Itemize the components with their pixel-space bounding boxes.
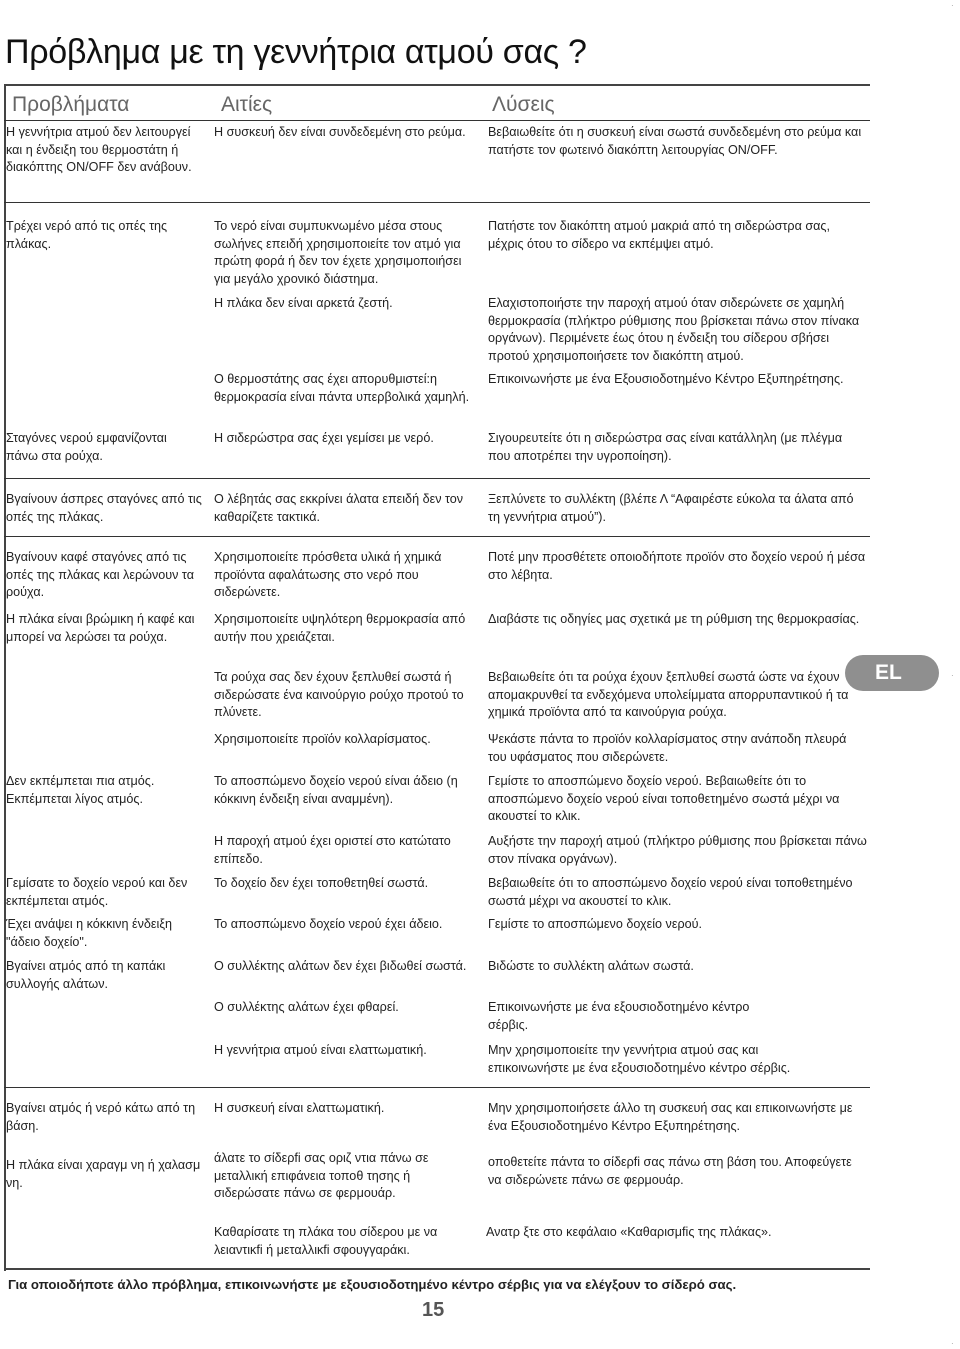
problem-text: Η γεννήτρια ατμού δεν λειτουργεί και η ένδειξη του θερμοστάτη ή διακόπτης ON/OFF δεν ανάβουν. [6, 125, 192, 174]
cause-text: Ο θερμοστάτης σας έχει απορυθμιστεί:η θερμοκρασία είναι πάντα υπερβολικά χαμηλή. [214, 372, 470, 404]
page-title: Πρόβλημα με τη γεννήτρια ατμού σας ? [5, 33, 587, 71]
cause-text: Καθαρίσατε τη πλάκα του σίδερου με να λειαντικfi ή μεταλλικfi σφουγγαράκι. [214, 1225, 438, 1257]
header-divider [4, 120, 870, 121]
solution-text: Επικοινωνήστε με ένα Εξουσιοδοτημένο Κέντρο Εξυπηρέτησης. [488, 372, 844, 386]
cause-text: Το νερό είναι συμπυκνωμένο μέσα στους σωλήνες επειδή χρησιμοποιείτε τον ατμό για πρώτη φορά ή δεν τον έχετε χρησιμοποιήσει για μεγάλο χρονικό διάστημα. [214, 219, 462, 286]
solution-text: Βεβαιωθείτε ότι η συσκευή είναι σωστά συνδεδεμένη στο ρεύμα και πατήστε τον φωτεινό διακόπτη λειτουργίας ON/OFF. [488, 125, 862, 157]
footnote: Για οποιοδήποτε άλλο πρόβλημα, επικοινωνήστε με εξουσιοδοτημένο κέντρο σέρβις για να ελέγξουν το σίδερό σας. [8, 1277, 737, 1292]
solution-text: Γεμίστε το αποσπώμενο δοχείο νερού. Βεβαιωθείτε ότι το αποσπώμενο δοχείο νερού είναι τοποθετημένο σωστά μέχρι να ακουστεί το κλικ. [488, 774, 840, 823]
crop-mark: · [951, 671, 954, 680]
cause-text: Η σιδερώστρα σας έχει γεμίσει με νερό. [214, 431, 434, 445]
crop-mark: · [951, 1, 954, 10]
solution-text: Ανατρ ξτε στο κεφάλαιο «Καθαρισμfiς της πλάκας». [486, 1225, 772, 1239]
cause-text: Ο συλλέκτης αλάτων δεν έχει βιδωθεί σωστά. [214, 959, 467, 973]
row-divider [4, 478, 870, 479]
problem-text: Τρέχει νερό από τις οπές της πλάκας. [6, 219, 168, 251]
page-number: 15 [422, 1299, 445, 1321]
header-solutions: Λύσεις [492, 93, 555, 116]
problem-text: Η πλάκα είναι βρώμικη ή καφέ και μπορεί να λερώσει τα ρούχα. [6, 612, 195, 644]
crop-mark: · [951, 1339, 954, 1348]
table-top-border [4, 84, 870, 86]
cause-text: Ο λέβητάς σας εκκρίνει άλατα επειδή δεν τον καθαρίζετε τακτικά. [214, 492, 464, 524]
solution-text: Μην χρησιμοποιήσετε άλλο τη συσκευή σας και επικοινωνήστε με ένα Εξουσιοδοτημένο Κέντρο Εξυπηρέτησης. [488, 1101, 853, 1133]
solution-text: Ψεκάστε πάντα το προϊόν κολλαρίσματος στην ανάποδη πλευρά του υφάσματος που σιδερώνετε. [488, 732, 847, 764]
solution-text: Ελαχιστοποιήστε την παροχή ατμού όταν σιδερώνετε σε χαμηλή θερμοκρασία (πλήκτρο ρύθμισης που βρίσκεται πάνω στον πίνακα οργάνων). Περιμένετε έως ότου η ένδειξη του σίδερου σβήσει προτού χρησιμοποιήσετε τον διακόπτη ατμού. [488, 296, 860, 363]
header-causes: Αιτίες [221, 93, 273, 116]
cause-text: Το δοχείο δεν έχει τοποθετηθεί σωστά. [214, 876, 429, 890]
solution-text: Βεβαιωθείτε ότι τα ρούχα έχουν ξεπλυθεί σωστά ώστε να έχουν απομακρυνθεί τα ενδεχόμενα υπολείμματα απορρυπαντικού ή τα χημικά προϊόντα από τα καινούργια ρούχα. [488, 670, 849, 719]
header-problems: Προβλήματα [12, 93, 130, 116]
problem-text: Βγαίνει ατμός από τη καπάκι συλλογής αλάτων. [6, 959, 166, 991]
problem-text: Βγαίνει ατμός ή νερό κάτω από τη βάση. [6, 1101, 196, 1133]
cause-text: Η πλάκα δεν είναι αρκετά ζεστή. [214, 296, 393, 310]
solution-text: Ξεπλύνετε το συλλέκτη (βλέπε Λ “Αφαιρέστε εύκολα τα άλατα από τη γεννήτρια ατμού”). [488, 492, 854, 524]
problem-text: Βγαίνουν άσπρες σταγόνες από τις οπές της πλάκας. [6, 492, 202, 524]
problem-text: Σταγόνες νερού εμφανίζονται πάνω στα ρούχα. [6, 431, 167, 463]
cause-text: Τα ρούχα σας δεν έχουν ξεπλυθεί σωστά ή σιδερώσατε ένα καινούργιο ρούχο προτού το πλύνετε. [214, 670, 464, 719]
cause-text: Χρησιμοποιείτε προϊόν κολλαρίσματος. [214, 732, 431, 746]
solution-text: Επικοινωνήστε με ένα εξουσιοδοτημένο κέντρο σέρβις. [488, 1000, 750, 1032]
cause-text: Χρησιμοποιείτε πρόσθετα υλικά ή χημικά προϊόντα αφαλάτωσης στο νερό που σιδερώνετε. [214, 550, 442, 599]
cause-text: Χρησιμοποιείτε υψηλότερη θερμοκρασία από αυτήν που χρειάζεται. [214, 612, 466, 644]
language-tab: EL [845, 655, 939, 691]
cause-text: Το αποσπώμενο δοχείο νερού είναι άδειο (η κόκκινη ένδειξη είναι αναμμένη). [214, 774, 458, 806]
table-left-border [4, 84, 6, 1271]
solution-text: Διαβάστε τις οδηγίες μας σχετικά με τη ρύθμιση της θερμοκρασίας. [488, 612, 860, 626]
cause-text: Η παροχή ατμού έχει οριστεί στο κατώτατο επίπεδο. [214, 834, 451, 866]
cause-text: Ο συλλέκτης αλάτων έχει φθαρεί. [214, 1000, 399, 1014]
cause-text: Το αποσπώμενο δοχείο νερού έχει άδειο. [214, 917, 443, 931]
solution-text: Βιδώστε το συλλέκτη αλάτων σωστά. [488, 959, 694, 973]
problem-text: Δεν εκπέμπεται πια ατμός. Εκπέμπεται λίγος ατμός. [6, 774, 155, 806]
solution-text: Πατήστε τον διακόπτη ατμού μακριά από τη σιδερώστρα σας, μέχρις ότου το σίδερο να εκπέμψει ατμό. [488, 219, 830, 251]
row-divider [4, 536, 870, 537]
cause-text: άλατε το σίδερfi σας οριζ ντια πάνω σε μεταλλική επιφάνεια τοποθ τησης ή σιδερώσατε πάνω σε φερμουάρ. [214, 1151, 429, 1200]
problem-text: Η πλάκα είναι χαραγμ νη ή χαλασμ νη. [6, 1158, 201, 1190]
table-bottom-border [4, 1268, 870, 1270]
row-divider [4, 202, 870, 203]
problem-text: Βγαίνουν καφέ σταγόνες από τις οπές της πλάκας και λερώνουν τα ρούχα. [6, 550, 195, 599]
solution-text: Ποτέ μην προσθέτετε οποιοδήποτε προϊόν στο δοχείο νερού ή μέσα στο λέβητα. [488, 550, 866, 582]
problem-text: Έχει ανάψει η κόκκινη ένδειξη "άδειο δοχείο". [6, 917, 172, 949]
cause-text: Η συσκευή είναι ελαττωματική. [214, 1101, 385, 1115]
solution-text: οποθετείτε πάντα το σίδερfi σας πάνω στη βάση του. Αποφεύγετε να σιδερώνετε πάνω σε φερμουάρ. [488, 1155, 852, 1187]
cause-text: Η συσκευή δεν είναι συνδεδεμένη στο ρεύμα. [214, 125, 466, 139]
cause-text: Η γεννήτρια ατμού είναι ελαττωματική. [214, 1043, 427, 1057]
solution-text: Μην χρησιμοποιείτε την γεννήτρια ατμού σας και επικοινωνήστε με ένα εξουσιοδοτημένο κέντρο σέρβις. [488, 1043, 791, 1075]
row-divider [4, 1087, 870, 1088]
problem-text: Γεμίσατε το δοχείο νερού και δεν εκπέμπεται ατμός. [6, 876, 188, 908]
solution-text: Γεμίστε το αποσπώμενο δοχείο νερού. [488, 917, 703, 931]
solution-text: Βεβαιωθείτε ότι το αποσπώμενο δοχείο νερού είναι τοποθετημένο σωστά μέχρι να ακουστεί το κλικ. [488, 876, 853, 908]
solution-text: Αυξήστε την παροχή ατμού (πλήκτρο ρύθμισης που βρίσκεται πάνω στον πίνακα οργάνων). [488, 834, 867, 866]
solution-text: Σιγουρευτείτε ότι η σιδερώστρα σας είναι κατάλληλη (με πλέγμα που αποτρέπει την υγροποίηση). [488, 431, 843, 463]
